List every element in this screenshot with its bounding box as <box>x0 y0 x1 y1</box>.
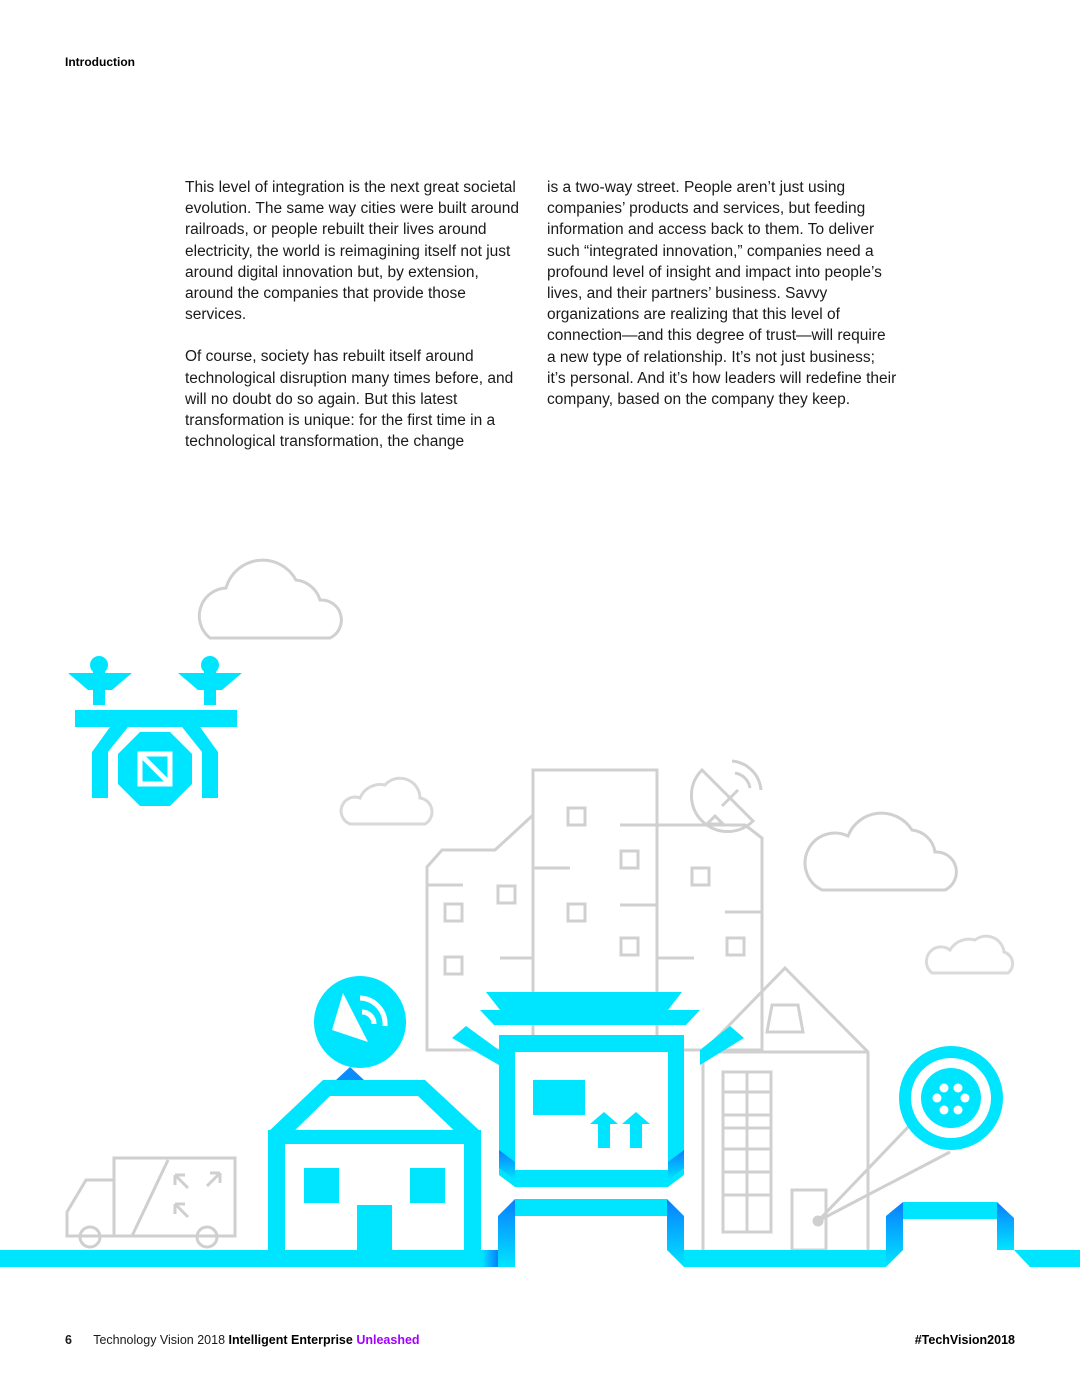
cloud-icon <box>199 560 341 638</box>
cloud-icon <box>341 778 432 824</box>
sensor-balloon-icon <box>814 1046 1003 1225</box>
paragraph: is a two-way street. People aren’t just using companies’ products and services, but feeding information and access back to them. To deliver such “integrated innovation,” companies need a profound level of insight and impact into people’s lives, and their partners’ business. Savvy organizations are realizing that this level of connection—and this degree of trust—will require a new type of relationship. It’s not just business; it’s personal. And it’s how leaders will redefine their company, based on the company they keep. <box>547 179 897 409</box>
cloud-icon <box>805 813 956 890</box>
page-number: 6 <box>65 1333 72 1347</box>
paragraph: This level of integration is the next great societal evolution. The same way cities were built around railroads, or people rebuilt their lives around electricity, the world is reimagining itself not just around digital innovation but, by extension, around the companies that provide those services. <box>185 179 519 324</box>
ground-ribbon <box>0 1199 1080 1267</box>
satellite-dish-icon <box>691 761 761 832</box>
body-column-left <box>185 177 530 473</box>
report-title: Intelligent Enterprise <box>228 1333 353 1347</box>
cloud-icon <box>926 936 1012 973</box>
paragraph: Of course, society has rebuilt itself around technological disruption many times before, and will no doubt do so again. But this latest transformation is unique: for the first time in a technological transformation, the change <box>185 348 514 451</box>
publication-name: Technology Vision 2018 <box>93 1333 226 1347</box>
city-illustration <box>0 540 1080 1280</box>
body-column-right <box>547 177 897 431</box>
section-label: Introduction <box>65 55 135 69</box>
satellite-dish-icon <box>314 976 406 1080</box>
truck-icon <box>67 1158 235 1247</box>
page-footer <box>65 1333 1015 1347</box>
hashtag: #TechVision2018 <box>914 1333 1015 1347</box>
house-cyan <box>268 1080 481 1250</box>
report-title-accent: Unleashed <box>356 1333 420 1347</box>
box-icon <box>452 992 744 1187</box>
